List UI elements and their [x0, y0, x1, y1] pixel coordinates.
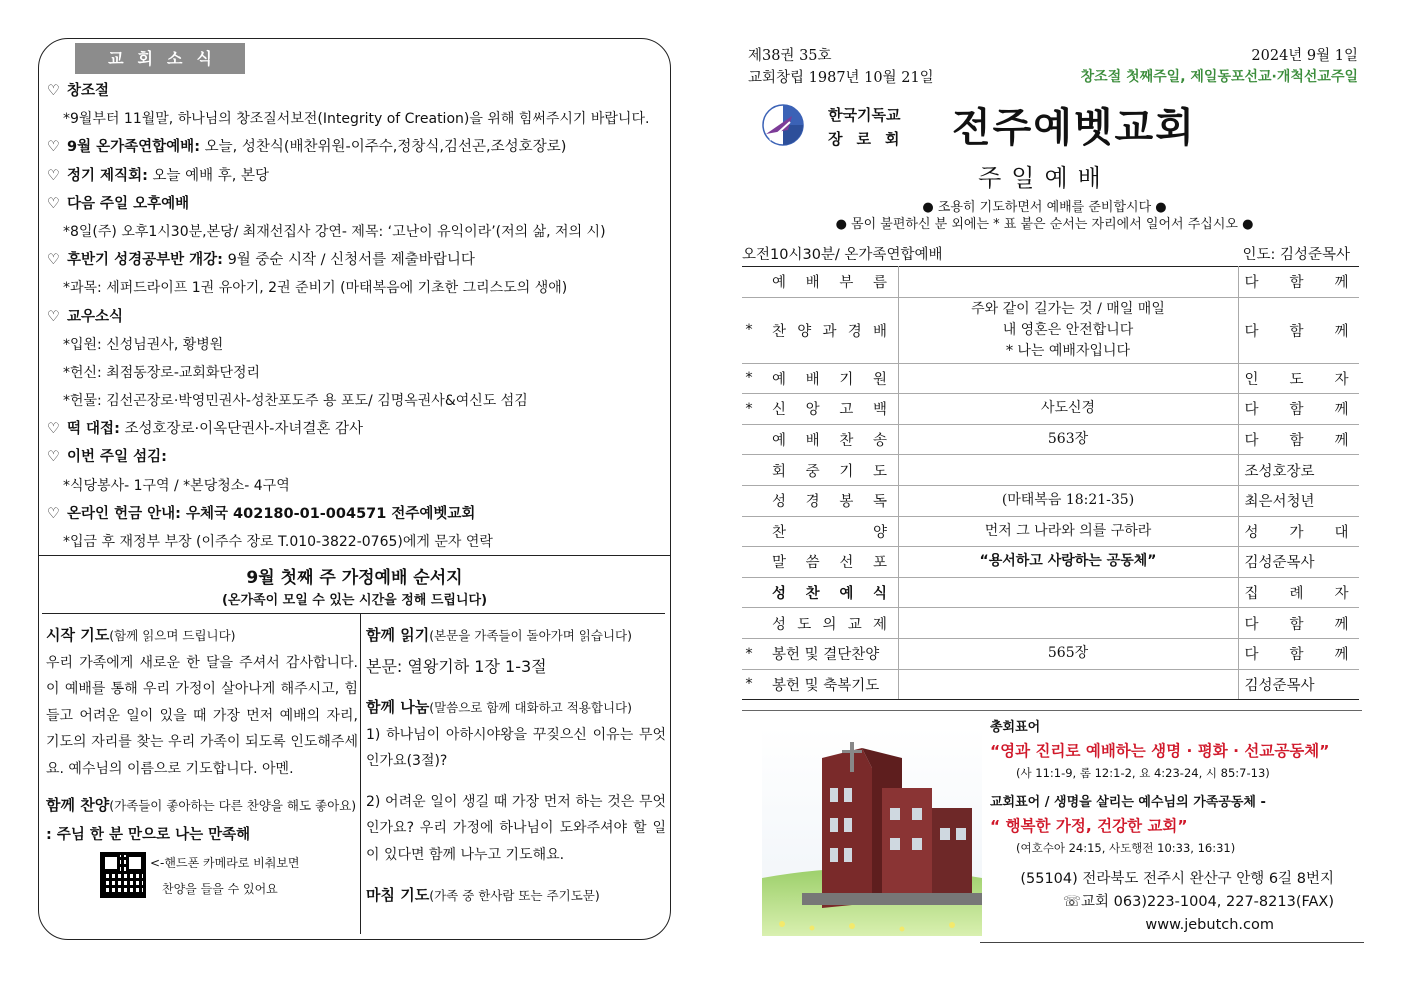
news-heading-label: 정기 제직회:: [67, 167, 148, 184]
opening-prayer-note: (함께 읽으며 드립니다): [109, 628, 236, 643]
order-content: [898, 363, 1238, 394]
family-worship-subtitle: (온가족이 모일 수 있는 시간을 정해 드립니다): [221, 593, 488, 608]
divider: [980, 942, 1364, 943]
family-worship-left-column: [46, 622, 358, 902]
news-heading: [47, 246, 667, 274]
order-content: [898, 267, 1238, 298]
order-item: 성 찬 예 식: [756, 577, 898, 608]
sharing-question-2: 2) 어려운 일이 생길 때 가장 먼저 하는 것은 무엇인가요? 우리 가정에 하나님이 도와주셔야 할 일이 있다면 함께 나누고 기도해요.: [366, 793, 666, 863]
family-worship-title: 9월 첫째 주 가정예배 순서지: [246, 568, 463, 588]
heart-icon: ♡: [47, 167, 60, 184]
reading-text: 본문: 열왕기하 1장 1-3절: [366, 656, 547, 676]
order-item: 예 배 부 름: [756, 267, 898, 298]
order-item: 예 배 기 원: [756, 363, 898, 394]
sharing-heading: [366, 694, 666, 722]
heart-icon: ♡: [47, 308, 60, 325]
order-leader: 김성준목사: [1238, 669, 1359, 700]
hymn-heading: [46, 792, 358, 820]
family-worship-right-column: [366, 622, 666, 910]
order-leader: 조성호장로: [1238, 455, 1359, 486]
order-item: 성 경 봉 독: [756, 485, 898, 516]
order-leader: 다 함 께: [1238, 394, 1359, 425]
order-row: [742, 455, 1359, 486]
service-time: 오전10시30분/ 온가족연합예배: [742, 247, 943, 263]
stand-marker: [742, 577, 756, 608]
news-heading-label: 창조절: [67, 83, 110, 99]
order-content: 사도신경: [898, 394, 1238, 425]
sharing-question-1: 1) 하나님이 아하시야왕을 꾸짖으신 이유는 무엇인가요(3절)?: [366, 726, 666, 769]
news-heading-text: 오늘 예배 후, 본당: [147, 167, 269, 184]
hymn-label: 함께 찬양: [46, 796, 110, 814]
order-row: [742, 297, 1359, 363]
order-content: 565장: [898, 638, 1238, 669]
order-leader: 다 함 께: [1238, 267, 1359, 298]
order-of-worship-table: [742, 266, 1359, 700]
mottos: [990, 712, 1360, 856]
assembly-motto-label: 총회표어: [990, 720, 1041, 735]
denomination-line-2: 장로회: [828, 130, 914, 148]
heart-icon: ♡: [47, 421, 60, 438]
order-row: [742, 577, 1359, 608]
qr-row: [46, 850, 358, 902]
order-leader: 성 가 대: [1238, 516, 1359, 547]
news-heading: [47, 162, 667, 190]
news-detail: *헌신: 최점동장로-교회화단정리: [63, 364, 261, 381]
order-item: 말 씀 선 포: [756, 547, 898, 578]
news-heading-label: 떡 대접:: [67, 421, 120, 438]
order-row: [742, 547, 1359, 578]
reading-note: (본문을 가족들이 돌아가며 읽습니다): [429, 628, 632, 643]
news-heading: [47, 443, 667, 471]
qr-instructions: [150, 850, 300, 902]
stand-marker: [742, 608, 756, 639]
opening-prayer-label: 시작 기도: [46, 626, 110, 644]
order-item: 봉헌 및 축복기도: [756, 669, 898, 700]
service-title: 주일예배: [978, 164, 1111, 192]
denomination-line-1: 한국기독교: [828, 106, 901, 124]
order-row: [742, 394, 1359, 425]
notice-prepare: ● 조용히 기도하면서 예배를 준비합시다 ●: [922, 200, 1167, 215]
news-detail: *헌물: 김선곤장로·박영민권사-성찬포도주 용 포도/ 김명옥권사&여신도 섬김: [63, 393, 528, 410]
assembly-motto: “영과 진리로 예배하는 생명 · 평화 · 선교공동체”: [990, 742, 1330, 760]
church-address: (55104) 전라북도 전주시 완산구 안행 6길 8번지: [1020, 871, 1334, 887]
heart-icon: ♡: [47, 195, 60, 212]
stand-marker: *: [742, 394, 756, 425]
heart-icon: ♡: [47, 139, 60, 156]
news-heading-text: 오늘, 성찬식(배찬위원-이주수,정창식,김선곤,조성호장로): [200, 139, 567, 156]
order-item: 신 앙 고 백: [756, 394, 898, 425]
order-content: [898, 608, 1238, 639]
stand-marker: [742, 267, 756, 298]
bulletin-date: 2024년 9월 1일: [1251, 48, 1358, 64]
order-leader: 다 함 께: [1238, 424, 1359, 455]
order-leader: 다 함 께: [1238, 638, 1359, 669]
news-detail: *과목: 세퍼드라이프 1권 유아기, 2권 준비기 (마태복음에 기초한 그리스도의 생애): [63, 280, 568, 297]
opening-prayer-heading: [46, 622, 358, 650]
divider: [39, 555, 670, 556]
order-row: [742, 267, 1359, 298]
sharing-label: 함께 나눔: [366, 698, 430, 716]
news-detail: *8일(주) 오후1시30분,본당/ 최재선집사 강연- 제목: ‘고난이 유익이라’(저의 삶, 저의 시): [63, 223, 606, 240]
order-content: “용서하고 사랑하는 공동체”: [898, 547, 1238, 578]
news-heading: [47, 133, 667, 161]
reading-label: 함께 읽기: [366, 626, 430, 644]
denomination: [828, 103, 918, 151]
church-motto-reference: (여호수아 24:15, 사도행전 10:33, 16:31): [1016, 841, 1236, 855]
order-content: 563장: [898, 424, 1238, 455]
order-row: [742, 638, 1359, 669]
order-row: [742, 669, 1359, 700]
closing-prayer-heading: [366, 882, 666, 910]
order-content: [898, 669, 1238, 700]
order-row: [742, 363, 1359, 394]
news-detail: *입금 후 재정부 부장 (이주수 장로 T.010-3822-0765)에게 문자 연락: [63, 534, 493, 550]
service-leader: 인도: 김성준목사: [1242, 247, 1350, 263]
news-heading-label: 9월 온가족연합예배:: [67, 139, 200, 156]
hymn-title: : 주님 한 분 만으로 나는 만족해: [46, 826, 251, 843]
news-heading: [47, 190, 667, 218]
closing-prayer-label: 마침 기도: [366, 886, 430, 904]
news-heading: [47, 303, 667, 331]
column-divider: [360, 614, 361, 934]
news-detail: *식당봉사- 1구역 / *본당청소- 4구역: [63, 477, 290, 494]
news-detail: *입원: 신성님권사, 황병원: [63, 336, 224, 353]
order-leader: 다 함 께: [1238, 297, 1359, 363]
heart-icon: ♡: [47, 83, 60, 99]
stand-marker: *: [742, 638, 756, 669]
church-logo-icon: [762, 104, 804, 146]
liturgical-day: 창조절 첫째주일, 제일동포선교·개척선교주일: [1080, 69, 1358, 85]
stand-marker: *: [742, 669, 756, 700]
heart-icon: ♡: [47, 252, 60, 269]
order-item: 예 배 찬 송: [756, 424, 898, 455]
church-building-image: [762, 728, 982, 936]
stand-marker: [742, 424, 756, 455]
opening-prayer-text: 우리 가족에게 새로운 한 달을 주셔서 감사합니다. 이 예배를 통해 우리 가정이 살아나게 해주시고, 힘들고 어려운 일이 있을 때 가장 먼저 예배의 자리, 기도의 자리를 찾는 우리 가족이 되도록 인도해주세요. 예수님의 이름으로 기도합니다. 아멘.: [46, 654, 358, 777]
order-item: 찬 양 과 경 배: [756, 297, 898, 363]
family-worship-box: [42, 613, 665, 940]
contact-info: [990, 868, 1362, 937]
hymn-note: (가족들이 좋아하는 다른 찬양을 해도 좋아요): [109, 798, 357, 813]
order-leader: 다 함 께: [1238, 608, 1359, 639]
order-item: 회 중 기 도: [756, 455, 898, 486]
stand-marker: [742, 547, 756, 578]
church-news-list: [47, 77, 667, 556]
order-item: 봉헌 및 결단찬양: [756, 638, 898, 669]
order-leader: 인 도 자: [1238, 363, 1359, 394]
news-heading-label: 온라인 헌금 안내: 우체국 402180-01-004571 전주예벳교회: [67, 505, 476, 522]
stand-marker: [742, 516, 756, 547]
volume-number: 제38권 35호: [748, 48, 832, 64]
bulletin-panel: [742, 0, 1362, 992]
news-heading-text: 9월 중순 시작 / 신청서를 제출바랍니다: [222, 252, 475, 269]
stand-marker: *: [742, 363, 756, 394]
closing-prayer-note: (가족 중 한사람 또는 주기도문): [429, 888, 600, 903]
news-detail: *9월부터 11월말, 하나님의 창조질서보전(Integrity of Creation)을 위해 힘써주시기 바랍니다.: [63, 111, 650, 128]
order-content: [898, 577, 1238, 608]
order-content: (마태복음 18:21-35): [898, 485, 1238, 516]
news-heading-text: 조성호장로·이옥단권사-자녀결혼 감사: [119, 421, 364, 438]
news-heading: [47, 77, 667, 105]
church-website[interactable]: www.jebutch.com: [1145, 917, 1274, 933]
stand-marker: [742, 455, 756, 486]
church-news-header: 교회소식: [75, 43, 245, 74]
notice-stand: ● 몸이 불편하신 분 외에는 * 표 붙은 순서는 자리에서 일어서 주십시오 ●: [835, 217, 1254, 232]
church-news-panel: [38, 38, 671, 940]
founding-date: 교회창립 1987년 10월 21일: [748, 70, 934, 86]
news-heading-label: 다음 주일 오후예배: [67, 195, 190, 212]
order-leader: 최은서청년: [1238, 485, 1359, 516]
news-heading-label: 이번 주일 섬김:: [67, 449, 167, 466]
order-item: 찬 양: [756, 516, 898, 547]
stand-marker: [742, 485, 756, 516]
news-heading: [47, 500, 667, 528]
reading-heading: [366, 622, 666, 650]
news-heading-label: 교우소식: [67, 308, 124, 325]
stand-marker: *: [742, 297, 756, 363]
qr-code-icon[interactable]: [100, 852, 146, 898]
sharing-note: (말씀으로 함께 대화하고 적용합니다): [429, 700, 632, 715]
church-motto: “ 행복한 가정, 건강한 교회”: [990, 817, 1188, 835]
news-heading-label: 후반기 성경공부반 개강:: [67, 252, 223, 269]
order-leader: 김성준목사: [1238, 547, 1359, 578]
order-content: 먼저 그 나라와 의를 구하라: [898, 516, 1238, 547]
church-phone: ☏교회 063)223-1004, 227-8213(FAX): [1062, 894, 1334, 910]
church-name: 전주예벳교회: [952, 105, 1196, 151]
order-item: 성 도 의 교 제: [756, 608, 898, 639]
news-heading: [47, 415, 667, 443]
assembly-motto-reference: (사 11:1-9, 롬 12:1-2, 요 4:23-24, 시 85:7-13): [1016, 766, 1270, 780]
qr-line-2: 찬양을 들을 수 있어요: [162, 882, 278, 896]
church-motto-label: 교회표어 / 생명을 살리는 예수님의 가족공동체 -: [990, 795, 1266, 810]
heart-icon: ♡: [47, 505, 60, 522]
divider: [742, 710, 1362, 711]
order-content: [898, 455, 1238, 486]
order-leader: 집 례 자: [1238, 577, 1359, 608]
heart-icon: ♡: [47, 449, 60, 466]
order-content: 주와 같이 길가는 것 / 매일 매일 내 영혼은 안전합니다 * 나는 예배자입니다: [898, 297, 1238, 363]
order-row: [742, 608, 1359, 639]
order-row: [742, 485, 1359, 516]
qr-line-1: <-핸드폰 카메라로 비춰보면: [150, 856, 300, 870]
order-row: [742, 424, 1359, 455]
order-row: [742, 516, 1359, 547]
